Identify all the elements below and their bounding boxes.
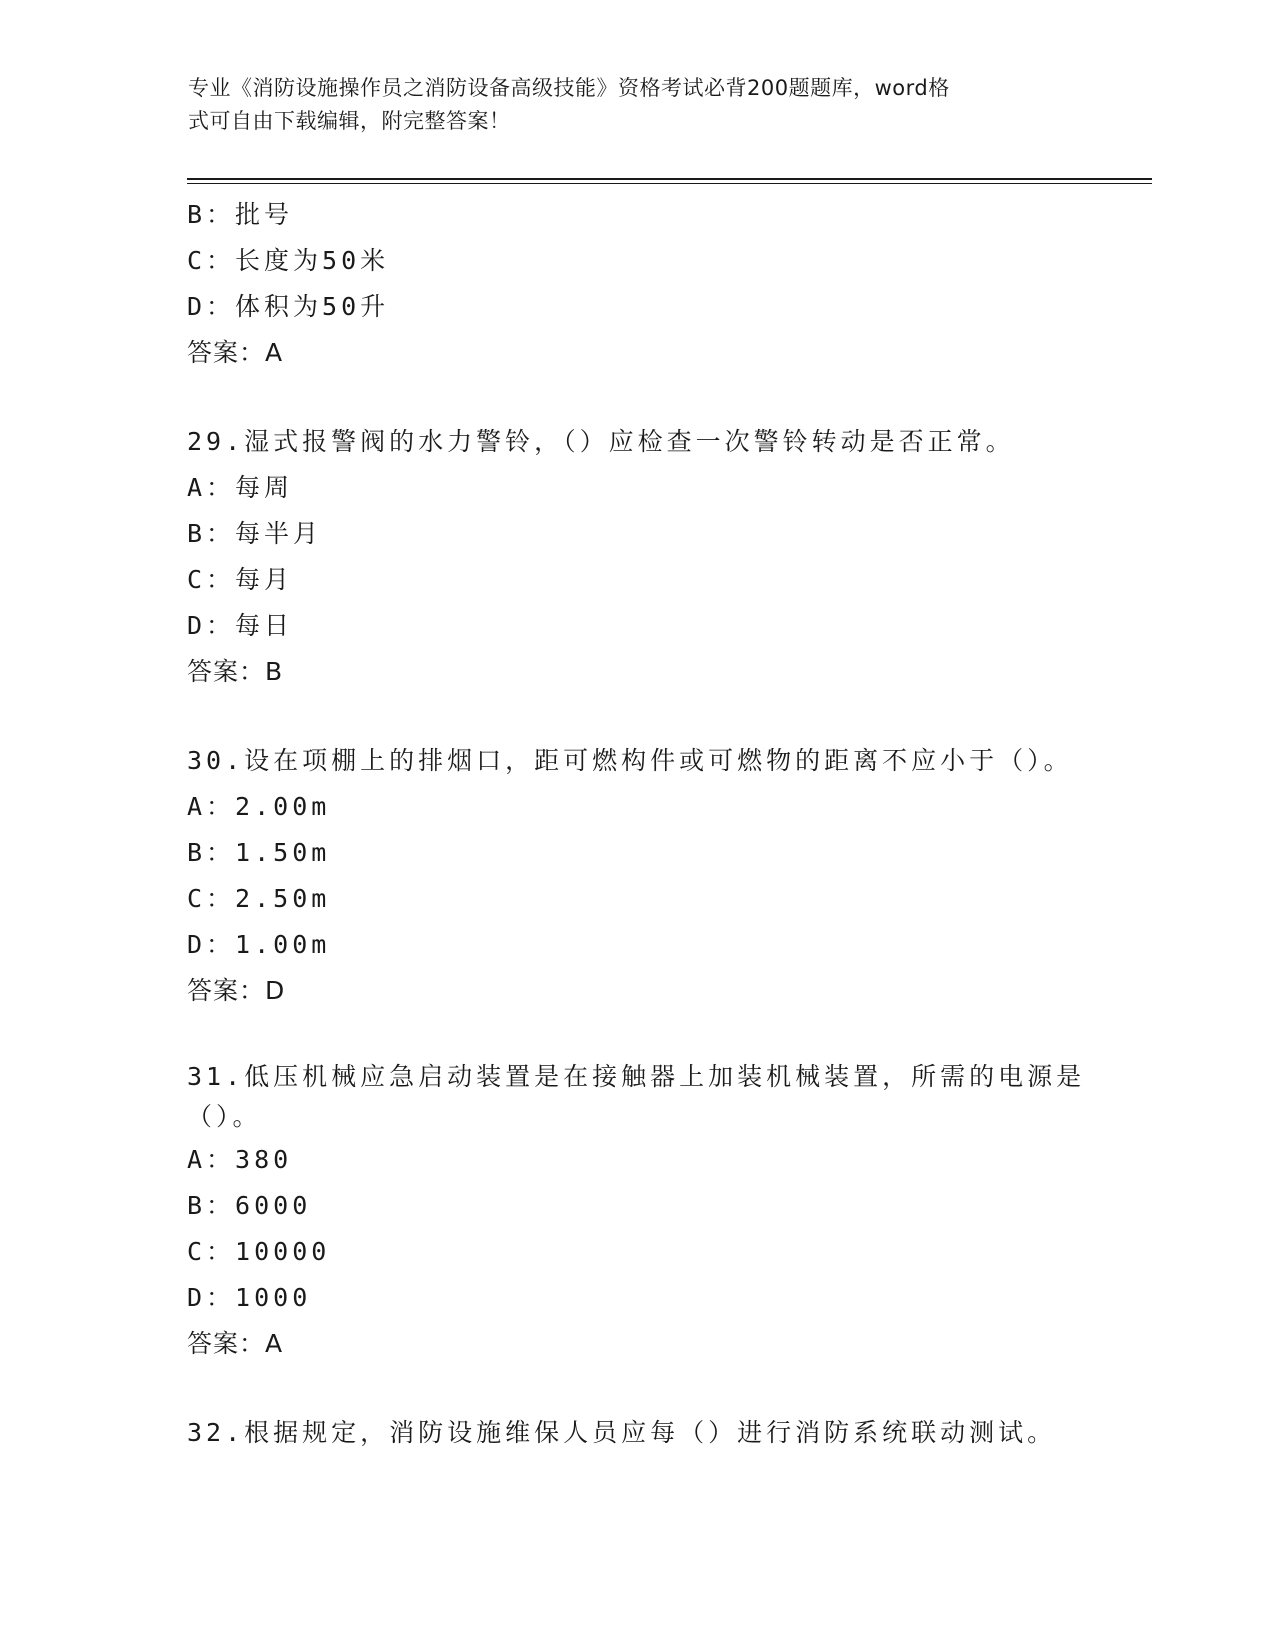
header-divider-thin — [187, 183, 1152, 184]
question-stem: 29.湿式报警阀的水力警铃，（）应检查一次警铃转动是否正常。 — [187, 427, 1015, 456]
question-31 — [187, 1057, 1087, 1367]
option-b: B：6000 — [187, 1191, 312, 1220]
question-30 — [187, 738, 1087, 1014]
answer: 答案：A — [187, 338, 284, 367]
question-28-tail — [187, 192, 1087, 376]
question-stem: 32.根据规定，消防设施维保人员应每（）进行消防系统联动测试。 — [187, 1418, 1057, 1447]
option-b: B：1.50m — [187, 838, 331, 867]
question-stem: 31.低压机械应急启动装置是在接触器上加装机械装置，所需的电源是（）。 — [187, 1062, 1086, 1131]
header-line-2: 式可自由下载编辑，附完整答案！ — [188, 109, 511, 133]
answer: 答案：A — [187, 1329, 284, 1358]
document-header — [188, 72, 1068, 138]
option-d: D：1000 — [187, 1283, 312, 1312]
header-divider-thick — [187, 178, 1152, 180]
option-b: B：每半月 — [187, 519, 323, 548]
answer: 答案：B — [187, 657, 284, 686]
option-a: A：2.00m — [187, 792, 331, 821]
option-c: C：每月 — [187, 565, 294, 594]
question-stem: 30.设在项棚上的排烟口，距可燃构件或可燃物的距离不应小于（）。 — [187, 746, 1073, 775]
question-list — [187, 192, 1087, 1456]
option-d: D：体积为50升 — [187, 292, 390, 321]
header-line-1: 专业《消防设施操作员之消防设备高级技能》资格考试必背200题题库，word格 — [188, 76, 950, 100]
option-c: C：10000 — [187, 1237, 331, 1266]
option-b: B：批号 — [187, 200, 294, 229]
question-32 — [187, 1410, 1087, 1456]
question-29 — [187, 419, 1087, 695]
option-c: C：长度为50米 — [187, 246, 390, 275]
option-c: C：2.50m — [187, 884, 331, 913]
option-d: D：1.00m — [187, 930, 331, 959]
option-a: A：380 — [187, 1145, 293, 1174]
option-d: D：每日 — [187, 611, 294, 640]
option-a: A：每周 — [187, 473, 294, 502]
answer: 答案：D — [187, 976, 286, 1005]
